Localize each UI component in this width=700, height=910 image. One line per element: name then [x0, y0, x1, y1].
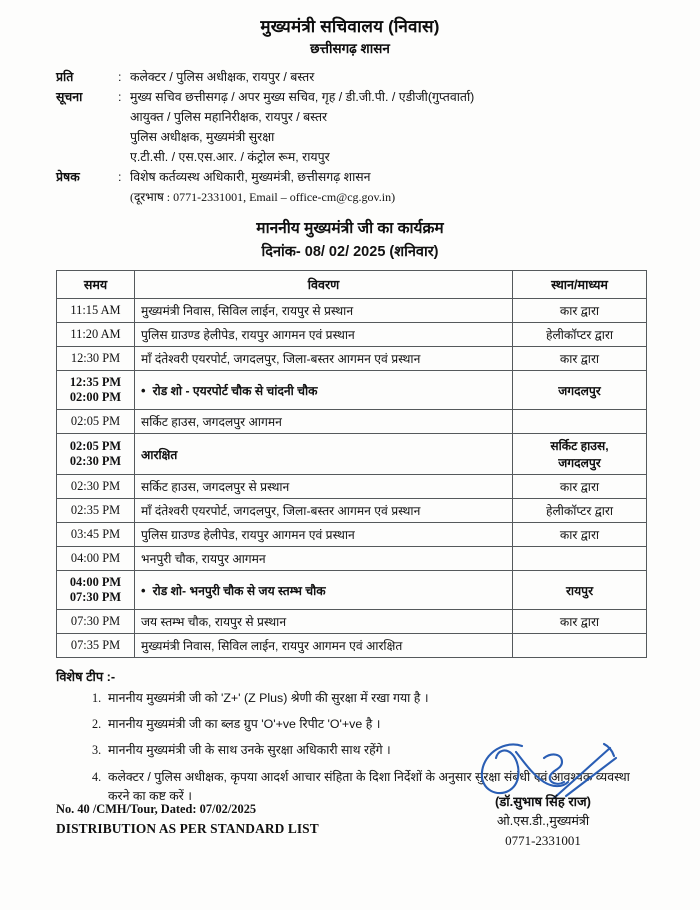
info-colon: : [118, 90, 122, 105]
time-start: 02:05 PM [69, 439, 122, 453]
cell-description [135, 547, 513, 571]
cell-time [57, 347, 135, 371]
table-row [57, 475, 647, 499]
note-item: माननीय मुख्यमंत्री जी को 'Z+' (Z Plus) श्रेणी की सुरक्षा में रखा गया है । [108, 691, 429, 705]
cell-description [135, 571, 513, 610]
time-start: 12:35 PM [69, 375, 122, 389]
time-start: 02:05 PM [70, 414, 121, 428]
place-text: कार द्वारा [559, 615, 600, 629]
table-body [57, 299, 647, 658]
sender-colon: : [118, 170, 122, 185]
cell-description [135, 523, 513, 547]
programme-date: दिनांक- 08/ 02/ 2025 (शनिवार) [261, 244, 439, 260]
cell-description [135, 299, 513, 323]
sender-row [56, 167, 648, 187]
cell-time [57, 634, 135, 658]
signatory-name: (डॉ.सुभाष सिंह राज) [494, 794, 591, 810]
table-row [57, 499, 647, 523]
cell-place [513, 634, 647, 658]
time-start: 03:45 PM [70, 527, 121, 541]
cell-description [135, 371, 513, 410]
cell-time [57, 571, 135, 610]
info-line-2: आयुक्त / पुलिस महानिरीक्षक, रायपुर / बस्तर [130, 110, 328, 125]
cell-place [513, 523, 647, 547]
cell-description [135, 434, 513, 475]
signatory-block [428, 792, 658, 850]
contact-line: (दूरभाष : 0771-2331001, Email – office-cm@cg.gov.in) [130, 189, 396, 204]
table-row [57, 299, 647, 323]
table-row [57, 323, 647, 347]
government-name: छत्तीसगढ़ शासन [310, 41, 390, 56]
cell-time [57, 547, 135, 571]
cell-description [135, 475, 513, 499]
table-row [57, 523, 647, 547]
description-text: सर्किट हाउस, जगदलपुर आगमन [141, 415, 282, 429]
cell-time [57, 523, 135, 547]
place-text: कार द्वारा [559, 352, 600, 366]
place-text: हेलीकॉप्टर द्वारा [545, 504, 614, 518]
cell-time [57, 499, 135, 523]
cell-time [57, 410, 135, 434]
time-start: 04:00 PM [70, 551, 121, 565]
notes-title: विशेष टीप :- [56, 669, 116, 684]
description-text: माँ दंतेश्वरी एयरपोर्ट, जगदलपुर, जिला-बस्तर आगमन एवं प्रस्थान [141, 352, 421, 366]
column-header-time: समय [57, 271, 135, 299]
cell-place [513, 475, 647, 499]
cell-place [513, 547, 647, 571]
time-start: 12:30 PM [70, 351, 121, 365]
reference-block [56, 801, 319, 838]
sender-value: विशेष कर्तव्यस्थ अधिकारी, मुख्यमंत्री, छत्तीसगढ़ शासन [130, 170, 371, 185]
table-row [57, 371, 647, 410]
letterhead [0, 0, 700, 57]
addressee-label: प्रति [56, 70, 74, 84]
info-line-4: ए.टी.सी. / एस.एस.आर. / कंट्रोल रूम, रायपुर [130, 150, 330, 165]
cell-time [57, 371, 135, 410]
schedule-table [56, 270, 647, 658]
time-start: 02:35 PM [70, 503, 121, 517]
time-start: 07:35 PM [70, 638, 121, 652]
description-text: आरक्षित [141, 447, 178, 462]
description-text: • रोड शो - एयरपोर्ट चौक से चांदनी चौक [141, 384, 317, 398]
time-start: 11:15 AM [70, 303, 121, 317]
signatory-phone: 0771-2331001 [505, 832, 581, 848]
info-row [56, 87, 648, 107]
info-line-3: पुलिस अधीक्षक, मुख्यमंत्री सुरक्षा [130, 130, 275, 145]
cell-time [57, 475, 135, 499]
cell-description [135, 610, 513, 634]
table-row [57, 634, 647, 658]
addressee-colon: : [118, 70, 122, 84]
table-row [57, 547, 647, 571]
document-footer [0, 760, 700, 910]
office-title: मुख्यमंत्री सचिवालय (निवास) [260, 17, 440, 36]
distribution-note: DISTRIBUTION AS PER STANDARD LIST [56, 820, 319, 836]
time-start: 11:20 AM [70, 327, 121, 341]
column-header-description: विवरण [135, 271, 513, 299]
place-text-2: जगदलपुर [558, 456, 601, 470]
description-text: भनपुरी चौक, रायपुर आगमन [141, 552, 266, 566]
cell-place [513, 499, 647, 523]
place-text: हेलीकॉप्टर द्वारा [545, 328, 614, 342]
table-row [57, 434, 647, 475]
table-row [57, 410, 647, 434]
description-text: • रोड शो- भनपुरी चौक से जय स्तम्भ चौक [141, 584, 326, 598]
info-label: सूचना [56, 90, 83, 105]
note-item: माननीय मुख्यमंत्री जी का ब्लड ग्रुप 'O'+ve रिपीट 'O'+ve है । [108, 717, 381, 732]
cell-place [513, 410, 647, 434]
cell-description [135, 634, 513, 658]
cell-time [57, 610, 135, 634]
info-value: मुख्य सचिव छत्तीसगढ़ / अपर मुख्य सचिव, गृह / डी.जी.पी. / एडीजी(गुप्तवार्ता) [130, 90, 475, 105]
note-item: माननीय मुख्यमंत्री जी के साथ उनके सुरक्षा अधिकारी साथ रहेंगे । [108, 743, 391, 758]
cell-description [135, 323, 513, 347]
cell-place [513, 323, 647, 347]
programme-title [0, 216, 700, 261]
cell-place [513, 347, 647, 371]
column-header-place: स्थान/माध्यम [513, 271, 647, 299]
note-item: कलेक्टर / पुलिस अधीक्षक, कृपया आदर्श आचार संहिता के दिशा निर्देशों के अनुसार सुरक्षा संबंधी एवं आवश्यक व्यवस्था करने का कष्ट करें । [108, 769, 630, 803]
signatory-designation: ओ.एस.डी.,मुख्यमंत्री [496, 813, 590, 828]
cell-description [135, 410, 513, 434]
cell-place [513, 610, 647, 634]
time-start: 04:00 PM [69, 575, 122, 589]
table-row [57, 571, 647, 610]
table-head [57, 271, 647, 299]
time-end: 02:00 PM [69, 390, 122, 404]
time-end: 02:30 PM [69, 454, 122, 468]
description-text: पुलिस ग्राउण्ड हेलीपेड, रायपुर आगमन एवं प्रस्थान [141, 328, 355, 342]
place-text: कार द्वारा [559, 480, 600, 494]
cell-place [513, 434, 647, 475]
cell-description [135, 347, 513, 371]
addressee-row [56, 67, 648, 87]
cell-time [57, 434, 135, 475]
cell-description [135, 499, 513, 523]
description-text: जय स्तम्भ चौक, रायपुर से प्रस्थान [141, 615, 287, 629]
place-text: सर्किट हाउस, [550, 439, 609, 453]
description-text: माँ दंतेश्वरी एयरपोर्ट, जगदलपुर, जिला-बस्तर आगमन एवं प्रस्थान [141, 504, 421, 518]
cell-time [57, 323, 135, 347]
place-text: कार द्वारा [559, 304, 600, 318]
description-text: पुलिस ग्राउण्ड हेलीपेड, रायपुर आगमन एवं प्रस्थान [141, 528, 355, 542]
cell-place [513, 571, 647, 610]
sender-label: प्रेषक [56, 170, 80, 185]
address-block [0, 67, 700, 207]
time-start: 02:30 PM [70, 479, 121, 493]
cell-time [57, 299, 135, 323]
schedule-table-wrapper [56, 270, 646, 658]
table-header-row [57, 271, 647, 299]
description-text: मुख्यमंत्री निवास, सिविल लाईन, रायपुर से प्रस्थान [141, 304, 354, 318]
table-row [57, 347, 647, 371]
description-text: मुख्यमंत्री निवास, सिविल लाईन, रायपुर आगमन एवं आरक्षित [141, 639, 403, 653]
reference-number: No. 40 /CMH/Tour, Dated: 07/02/2025 [56, 801, 257, 816]
cell-place [513, 299, 647, 323]
place-text: रायपुर [565, 583, 594, 598]
addressee-value: कलेक्टर / पुलिस अधीक्षक, रायपुर / बस्तर [130, 70, 315, 84]
programme-title-line1: माननीय मुख्यमंत्री जी का कार्यक्रम [256, 220, 444, 237]
place-text: जगदलपुर [558, 383, 601, 398]
time-start: 07:30 PM [70, 614, 121, 628]
table-row [57, 610, 647, 634]
place-text: कार द्वारा [559, 528, 600, 542]
cell-place [513, 371, 647, 410]
time-end: 07:30 PM [69, 590, 122, 604]
description-text: सर्किट हाउस, जगदलपुर से प्रस्थान [141, 480, 290, 494]
